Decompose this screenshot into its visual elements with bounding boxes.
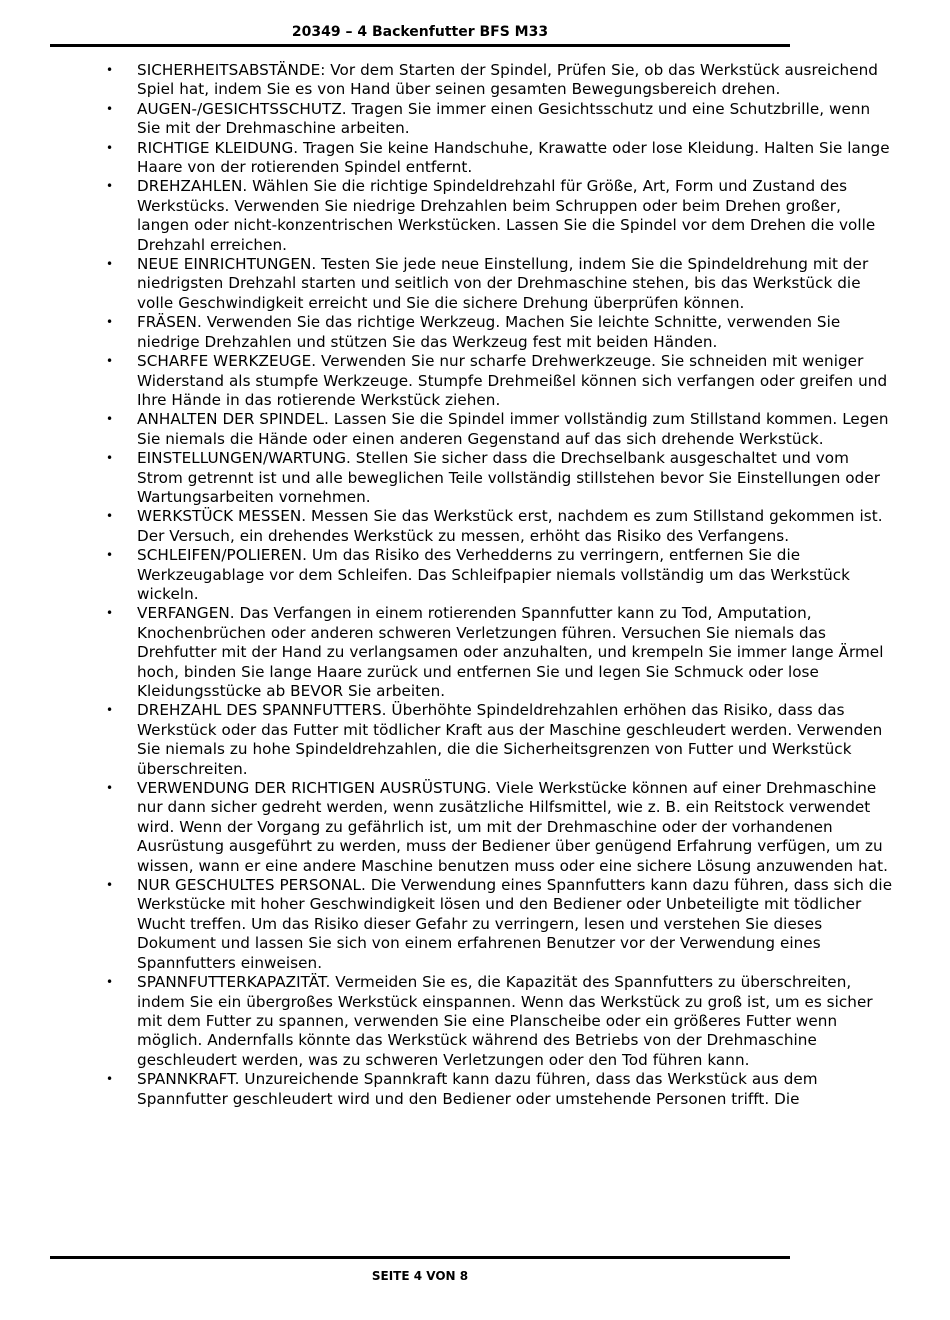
list-item [102,701,897,779]
bullet-icon: • [106,781,114,796]
bullet-icon: • [106,257,114,272]
list-item-text: DREHZAHLEN. Wählen Sie die richtige Spindeldrehzahl für Größe, Art, Form und Zustand des Werkstücks. Verwenden Sie niedrige Drehzahlen beim Schruppen oder beim Drehen großer, langen oder nicht-konzentrischen Werkstücken. Lassen Sie die Spindel vor dem Drehen die volle Drehzahl erreichen. [137,177,876,254]
list-item-text: VERFANGEN. Das Verfangen in einem rotierenden Spannfutter kann zu Tod, Amputation, Knochenbrüchen oder anderen schweren Verletzungen führen. Versuchen Sie niemals das Drehfutter mit der Hand zu verlangsamen oder anzuhalten, und krempeln Sie immer lange Ärmel hoch, binden Sie lange Haare zurück und entfernen Sie und legen Sie Schmuck oder lose Kleidungsstücke ab BEVOR Sie arbeiten. [137,604,884,700]
bullet-icon: • [106,606,114,621]
bullet-icon: • [106,509,114,524]
list-item-text: SPANNKRAFT. Unzureichende Spannkraft kann dazu führen, dass das Werkstück aus dem Spannfutter geschleudert wird und den Bediener oder umstehende Personen trifft. Die [137,1070,818,1108]
list-item-text: AUGEN-/GESICHTSSCHUTZ. Tragen Sie immer einen Gesichtsschutz und eine Schutzbrille, wenn Sie mit der Drehmaschine arbeiten. [137,99,871,138]
list-item [102,876,897,973]
list-item-text: SCHLEIFEN/POLIEREN. Um das Risiko des Verhedderns zu verringern, entfernen Sie die Werkzeugablage vor dem Schleifen. Das Schleifpapier niemals vollständig um das Werkstück wickeln. [137,546,850,603]
list-item [102,255,897,313]
footer-divider [50,1256,790,1259]
list-item-text: ANHALTEN DER SPINDEL. Lassen Sie die Spindel immer vollständig zum Stillstand kommen. Legen Sie niemals die Hände oder einen anderen Gegenstand auf das sich drehende Werkstück. [137,410,889,448]
list-item [102,604,897,701]
bullet-icon: • [106,140,114,155]
bullet-icon: • [106,63,114,77]
list-item-text: SPANNFUTTERKAPAZITÄT. Vermeiden Sie es, die Kapazität des Spannfutters zu überschreiten, indem Sie ein übergroßes Werkstück einspannen. Wenn das Werkstück zu groß ist, um es sicher mit dem Futter zu spannen, verwenden Sie eine Planscheibe oder ein größeres Futter wenn möglich. Andernfalls könnte das Werkstück während des Betriebs von der Drehmaschine geschleudert werden, was zu schweren Verletzungen oder den Tod führen kann. [137,973,873,1069]
list-item-text: NEUE EINRICHTUNGEN. Testen Sie jede neue Einstellung, indem Sie die Spindeldrehung mit der niedrigsten Drehzahl starten und seitlich von der Drehmaschine stehen, bis das Werkstück die volle Geschwindigkeit erreicht und Sie die sichere Drehung überprüfen können. [137,255,869,312]
bullet-icon: • [106,703,114,718]
list-item [102,139,897,178]
bullet-icon: • [106,101,114,116]
list-item-text: SCHARFE WERKZEUGE. Verwenden Sie nur scharfe Drehwerkzeuge. Sie schneiden mit weniger Widerstand als stumpfe Werkzeuge. Stumpfe Drehmeißel können sich verfangen oder greifen und Ihre Hände in das rotierende Werkstück ziehen. [137,352,888,409]
list-item [102,507,897,546]
list-item-text: DREHZAHL DES SPANNFUTTERS. Überhöhte Spindeldrehzahlen erhöhen das Risiko, dass das Werkstück oder das Futter mit tödlicher Kraft aus der Maschine geschleudert werden. Verwenden Sie niemals zu hohe Spindeldrehzahlen, die die Sicherheitsgrenzen von Futter und Werkstück überschreiten. [137,701,883,778]
bullet-icon: • [106,975,114,990]
bullet-icon: • [106,451,114,466]
bullet-icon: • [106,354,114,369]
list-item [102,449,897,507]
list-item-text: NUR GESCHULTES PERSONAL. Die Verwendung eines Spannfutters kann dazu führen, dass sich die Werkstücke mit hoher Geschwindigkeit lösen und den Bediener oder Unbeteiligte mit tödlicher Wucht treffen. Um das Risiko dieser Gefahr zu verringern, lesen und verstehen Sie dieses Dokument und lassen Sie sich von einem erfahrenen Benutzer vor der Verwendung eines Spannfutters einweisen. [137,876,893,972]
list-item-text: WERKSTÜCK MESSEN. Messen Sie das Werkstück erst, nachdem es zum Stillstand gekommen ist. Der Versuch, ein drehendes Werkstück zu messen, erhöht das Risiko des Verfangens. [137,507,883,545]
list-item [102,313,897,352]
list-item-text: VERWENDUNG DER RICHTIGEN AUSRÜSTUNG. Viele Werkstücke können auf einer Drehmaschine nur dann sicher gedreht werden, wenn zusätzliche Hilfsmittel, wie z. B. ein Reitstock verwendet wird. Wenn der Vorgang zu gefährlich ist, um mit der Drehmaschine oder der vorhandenen Ausrüstung ausgeführt zu werden, muss der Bediener über genügend Erfahrung verfügen, um zu wissen, wann er eine andere Maschine benutzen muss oder eine sichere Lösung anzuwenden hat. [137,779,889,875]
list-item [102,100,897,139]
list-item-text: FRÄSEN. Verwenden Sie das richtige Werkzeug. Machen Sie leichte Schnitte, verwenden Sie niedrige Drehzahlen und stützen Sie das Werkzeug fest mit beiden Händen. [137,313,841,351]
list-item [102,546,897,604]
list-item [102,352,897,410]
bullet-icon: • [106,878,114,893]
list-item-text: RICHTIGE KLEIDUNG. Tragen Sie keine Handschuhe, Krawatte oder lose Kleidung. Halten Sie lange Haare von der rotierenden Spindel entfernt. [137,138,890,177]
document-header-title: 20349 – 4 Backenfutter BFS M33 [291,24,549,40]
list-item-text: SICHERHEITSABSTÄNDE: Vor dem Starten der Spindel, Prüfen Sie, ob das Werkstück ausreichend Spiel hat, indem Sie es von Hand über seinen gesamten Bewegungsbereich drehen. [137,61,878,99]
bullet-icon: • [106,179,114,194]
bullet-icon: • [106,315,114,330]
bullet-icon: • [106,548,114,563]
list-item [102,779,897,876]
header-divider [50,44,790,47]
list-item [102,973,897,1070]
bullet-icon: • [106,1072,114,1087]
bullet-icon: • [106,412,114,427]
list-item [102,410,897,449]
safety-instructions-list [102,61,897,1109]
list-item [102,61,897,100]
list-item [102,177,897,255]
list-item [102,1070,897,1109]
list-item-text: EINSTELLUNGEN/WARTUNG. Stellen Sie sicher dass die Drechselbank ausgeschaltet und vom Strom getrennt ist und alle beweglichen Teile vollständig stillstehen bevor Sie Einstellungen oder Wartungsarbeiten vornehmen. [137,449,881,506]
page-number: SEITE 4 VON 8 [371,1269,469,1283]
